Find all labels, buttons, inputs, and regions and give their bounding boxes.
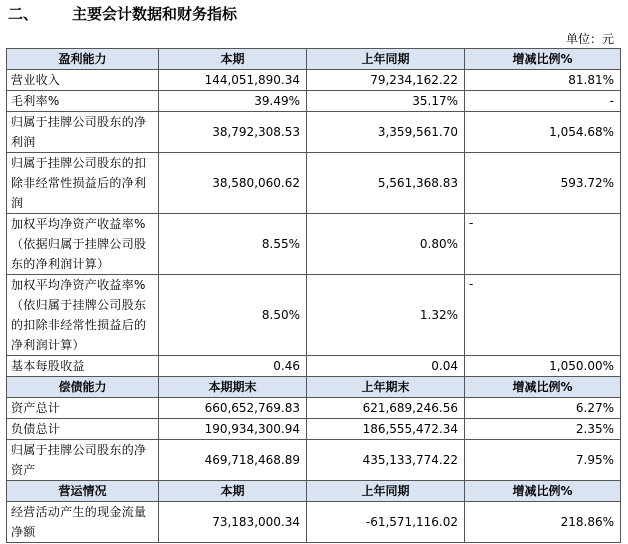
prior-value: 1.32% xyxy=(307,275,465,356)
change-value: 81.81% xyxy=(465,70,621,91)
unit-note: 单位：元 xyxy=(565,32,614,46)
row-label: 资产总计 xyxy=(7,398,159,419)
section-title: 主要会计数据和财务指标 xyxy=(72,4,238,23)
table-row xyxy=(7,275,621,356)
prior-value: 79,234,162.22 xyxy=(307,70,465,91)
column-header: 上年期末 xyxy=(307,377,465,398)
row-label: 负债总计 xyxy=(7,419,159,440)
column-header: 本期 xyxy=(159,49,307,70)
row-label: 归属于挂牌公司股东的净资产 xyxy=(7,440,159,481)
section-heading xyxy=(8,2,237,24)
column-header: 本期期末 xyxy=(159,377,307,398)
prior-value: 621,689,246.56 xyxy=(307,398,465,419)
table-row xyxy=(7,153,621,214)
column-header: 增减比例% xyxy=(465,377,621,398)
current-value: 8.50% xyxy=(159,275,307,356)
current-value: 73,183,000.34 xyxy=(159,502,307,543)
table-row xyxy=(7,70,621,91)
current-value: 38,580,060.62 xyxy=(159,153,307,214)
change-value: - xyxy=(465,275,621,356)
table-header-row xyxy=(7,481,621,502)
prior-value: 5,561,368.83 xyxy=(307,153,465,214)
column-header: 营运情况 xyxy=(7,481,159,502)
column-header: 本期 xyxy=(159,481,307,502)
prior-value: 0.04 xyxy=(307,356,465,377)
change-value: - xyxy=(465,91,621,112)
current-value: 144,051,890.34 xyxy=(159,70,307,91)
prior-value: 435,133,774.22 xyxy=(307,440,465,481)
section-number: 二、 xyxy=(8,4,39,23)
table-row xyxy=(7,419,621,440)
current-value: 660,652,769.83 xyxy=(159,398,307,419)
change-value: - xyxy=(465,214,621,275)
table-header-row xyxy=(7,377,621,398)
current-value: 38,792,308.53 xyxy=(159,112,307,153)
prior-value: 0.80% xyxy=(307,214,465,275)
table-header-row xyxy=(7,49,621,70)
table-row xyxy=(7,112,621,153)
column-header: 盈利能力 xyxy=(7,49,159,70)
change-value: 218.86% xyxy=(465,502,621,543)
current-value: 39.49% xyxy=(159,91,307,112)
prior-value: 3,359,561.70 xyxy=(307,112,465,153)
current-value: 0.46 xyxy=(159,356,307,377)
table-row xyxy=(7,214,621,275)
row-label: 归属于挂牌公司股东的净利润 xyxy=(7,112,159,153)
column-header: 增减比例% xyxy=(465,49,621,70)
row-label: 加权平均净资产收益率%（依据归属于挂牌公司股东的净利润计算） xyxy=(7,214,159,275)
change-value: 1,054.68% xyxy=(465,112,621,153)
prior-value: -61,571,116.02 xyxy=(307,502,465,543)
table-row xyxy=(7,502,621,543)
row-label: 归属于挂牌公司股东的扣除非经常性损益后的净利润 xyxy=(7,153,159,214)
current-value: 469,718,468.89 xyxy=(159,440,307,481)
column-header: 偿债能力 xyxy=(7,377,159,398)
change-value: 1,050.00% xyxy=(465,356,621,377)
financial-table xyxy=(6,48,621,481)
row-label: 毛利率% xyxy=(7,91,159,112)
change-value: 7.95% xyxy=(465,440,621,481)
column-header: 上年同期 xyxy=(307,49,465,70)
change-value: 593.72% xyxy=(465,153,621,214)
prior-value: 35.17% xyxy=(307,91,465,112)
column-header: 增减比例% xyxy=(465,481,621,502)
column-header: 上年同期 xyxy=(307,481,465,502)
change-value: 2.35% xyxy=(465,419,621,440)
table-row xyxy=(7,398,621,419)
current-value: 8.55% xyxy=(159,214,307,275)
row-label: 经营活动产生的现金流量净额 xyxy=(7,502,159,543)
table-row xyxy=(7,91,621,112)
current-value: 190,934,300.94 xyxy=(159,419,307,440)
operations-table xyxy=(6,480,621,543)
table-row xyxy=(7,356,621,377)
row-label: 营业收入 xyxy=(7,70,159,91)
row-label: 加权平均净资产收益率%（依归属于挂牌公司股东的扣除非经常性损益后的净利润计算） xyxy=(7,275,159,356)
change-value: 6.27% xyxy=(465,398,621,419)
table-row xyxy=(7,440,621,481)
prior-value: 186,555,472.34 xyxy=(307,419,465,440)
row-label: 基本每股收益 xyxy=(7,356,159,377)
